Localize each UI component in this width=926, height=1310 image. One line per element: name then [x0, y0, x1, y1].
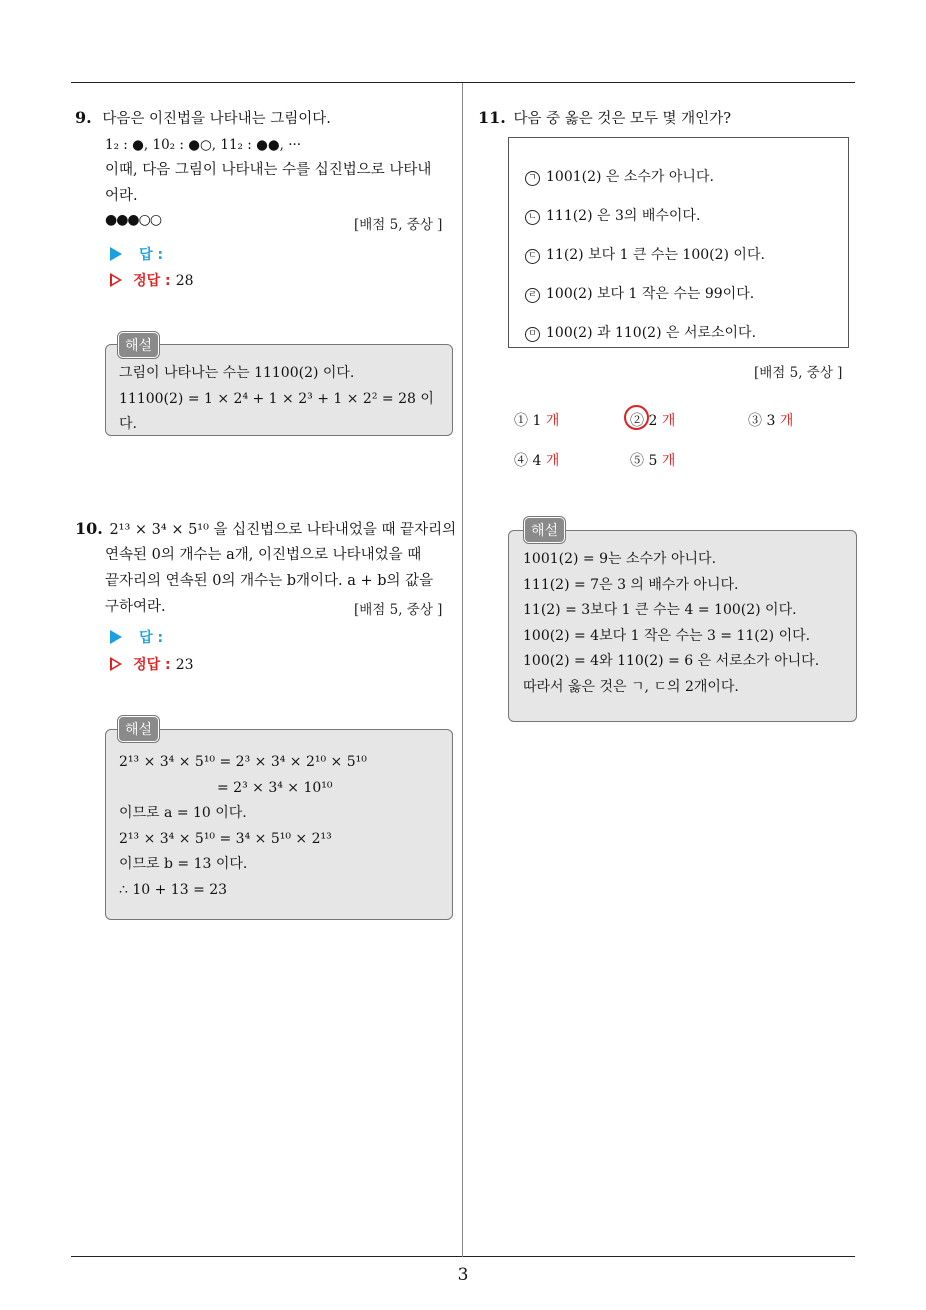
q11-choice-2[interactable]: ② 2 개: [630, 413, 676, 429]
q10-expl-line3: 이므로 a = 10 이다.: [119, 805, 247, 821]
q10-expl-line1: 2¹³ × 3⁴ × 5¹⁰ = 2³ × 3⁴ × 2¹⁰ × 5¹⁰: [119, 754, 367, 770]
q10-line2: 연속된 0의 개수는 a개, 이진법으로 나타내었을 때: [105, 547, 422, 563]
q11-choice-5[interactable]: ⑤ 5 개: [630, 453, 676, 469]
q10-expl-line2: = 2³ × 3⁴ × 10¹⁰: [217, 779, 333, 796]
q11-expl-line: 100(2) = 4와 110(2) = 6 은 서로소가 아니다.: [523, 653, 820, 669]
q9-correct-label: 정답 :: [133, 273, 171, 289]
answer-arrow-icon: [110, 630, 122, 644]
q9-figure: ●●●○○: [105, 212, 162, 228]
correct-arrow-icon: [110, 657, 122, 671]
q11-statement: ㄹ 100(2) 보다 1 작은 수는 99이다.: [525, 275, 848, 314]
q11-statements-box: [508, 137, 849, 348]
q11-statement: ㅁ 100(2) 과 110(2) 은 서로소이다.: [525, 314, 848, 353]
selected-answer-circle-icon: [624, 405, 649, 430]
correct-arrow-icon: [110, 273, 122, 287]
q10-line4: 구하여라.: [105, 599, 166, 615]
q10-correct-label: 정답 :: [133, 657, 171, 673]
q11-meta: [배점 5, 중상 ]: [754, 365, 843, 381]
q10-expl-line5: 이므로 b = 13 이다.: [119, 856, 248, 872]
q9-meta: [배점 5, 중상 ]: [354, 217, 443, 233]
q9-line3: 이때, 다음 그림이 나타내는 수를 십진법으로 나타내: [105, 162, 432, 178]
q10-expl-line4: 2¹³ × 3⁴ × 5¹⁰ = 3⁴ × 5¹⁰ × 2¹³: [119, 830, 332, 847]
q11-expl-line: 1001(2) = 9는 소수가 아니다.: [523, 551, 717, 567]
q9-number: 9.: [75, 108, 92, 127]
q11-choice-3[interactable]: ③ 3 개: [748, 413, 794, 429]
q10-line3: 끝자리의 연속된 0의 개수는 b개이다. a + b의 값을: [105, 573, 434, 589]
q11-expl-line: 따라서 옳은 것은 ㄱ, ㄷ의 2개이다.: [523, 678, 739, 695]
q9-correct-value: 28: [175, 273, 194, 289]
q10-answer-label: 답 :: [139, 630, 164, 646]
q11-statement: ㄱ 1001(2) 은 소수가 아니다.: [525, 158, 848, 197]
q11-expl-line: 111(2) = 7은 3 의 배수가 아니다.: [523, 576, 739, 593]
q11-choice-4[interactable]: ④ 4 개: [514, 453, 560, 469]
circled-mark-icon: ㄹ: [525, 288, 540, 303]
q11-expl-tag: 해설: [524, 517, 565, 543]
q9-answer-row: [110, 244, 163, 264]
q9-answer-label: 답 :: [139, 247, 164, 263]
q11-choice-1[interactable]: ① 1 개: [514, 413, 560, 429]
q10-expl-tag: 해설: [118, 716, 159, 742]
q10-expl-line6: ∴ 10 + 13 = 23: [119, 881, 228, 898]
top-rule: [71, 82, 855, 83]
q11-expl-line: 100(2) = 4보다 1 작은 수는 3 = 11(2) 이다.: [523, 627, 811, 644]
circled-mark-icon: ㄷ: [525, 249, 540, 264]
q9-expl-line1: 그림이 나타나는 수는 11100(2) 이다.: [119, 365, 355, 381]
q9-expl-line2: 11100(2) = 1 × 2⁴ + 1 × 2³ + 1 × 2² = 28 이다.: [119, 390, 434, 432]
q11-expl-line: 11(2) = 3보다 1 큰 수는 4 = 100(2) 이다.: [523, 602, 797, 618]
page-number: 3: [457, 1265, 469, 1285]
q9-line2: 1₂ : ●, 10₂ : ●○, 11₂ : ●●, ···: [105, 137, 302, 153]
q10-number: 10.: [75, 519, 103, 538]
q9-explanation-box: [105, 344, 453, 436]
q10-explanation-box: [105, 729, 453, 920]
q10-correct-value: 23: [175, 657, 194, 673]
q9-line4: 어라.: [105, 188, 138, 204]
q9-line1: 다음은 이진법을 나타내는 그림이다.: [102, 111, 331, 127]
q11-question: 다음 중 옳은 것은 모두 몇 개인가?: [513, 111, 731, 127]
circled-mark-icon: ㄱ: [525, 171, 540, 186]
column-divider: [462, 83, 463, 1257]
q10-meta: [배점 5, 중상 ]: [354, 602, 443, 618]
q10-header: [75, 516, 456, 543]
answer-arrow-icon: [110, 247, 122, 261]
q10-line1: 2¹³ × 3⁴ × 5¹⁰ 을 십진법으로 나타내었을 때 끝자리의: [109, 522, 457, 538]
q9-header: [75, 105, 331, 132]
q11-explanation-box: [508, 530, 857, 722]
q11-header: [478, 105, 731, 132]
q11-statement: ㄴ 111(2) 은 3의 배수이다.: [525, 197, 848, 236]
q10-answer-row: [110, 627, 163, 647]
q11-statement: ㄷ 11(2) 보다 1 큰 수는 100(2) 이다.: [525, 236, 848, 275]
circled-mark-icon: ㄴ: [525, 210, 540, 225]
circled-mark-icon: ㅁ: [525, 327, 540, 342]
q9-correct-row: [110, 270, 194, 290]
q9-expl-tag: 해설: [118, 332, 159, 358]
q11-number: 11.: [478, 108, 506, 127]
bottom-rule: [71, 1256, 855, 1257]
q10-correct-row: [110, 654, 194, 674]
